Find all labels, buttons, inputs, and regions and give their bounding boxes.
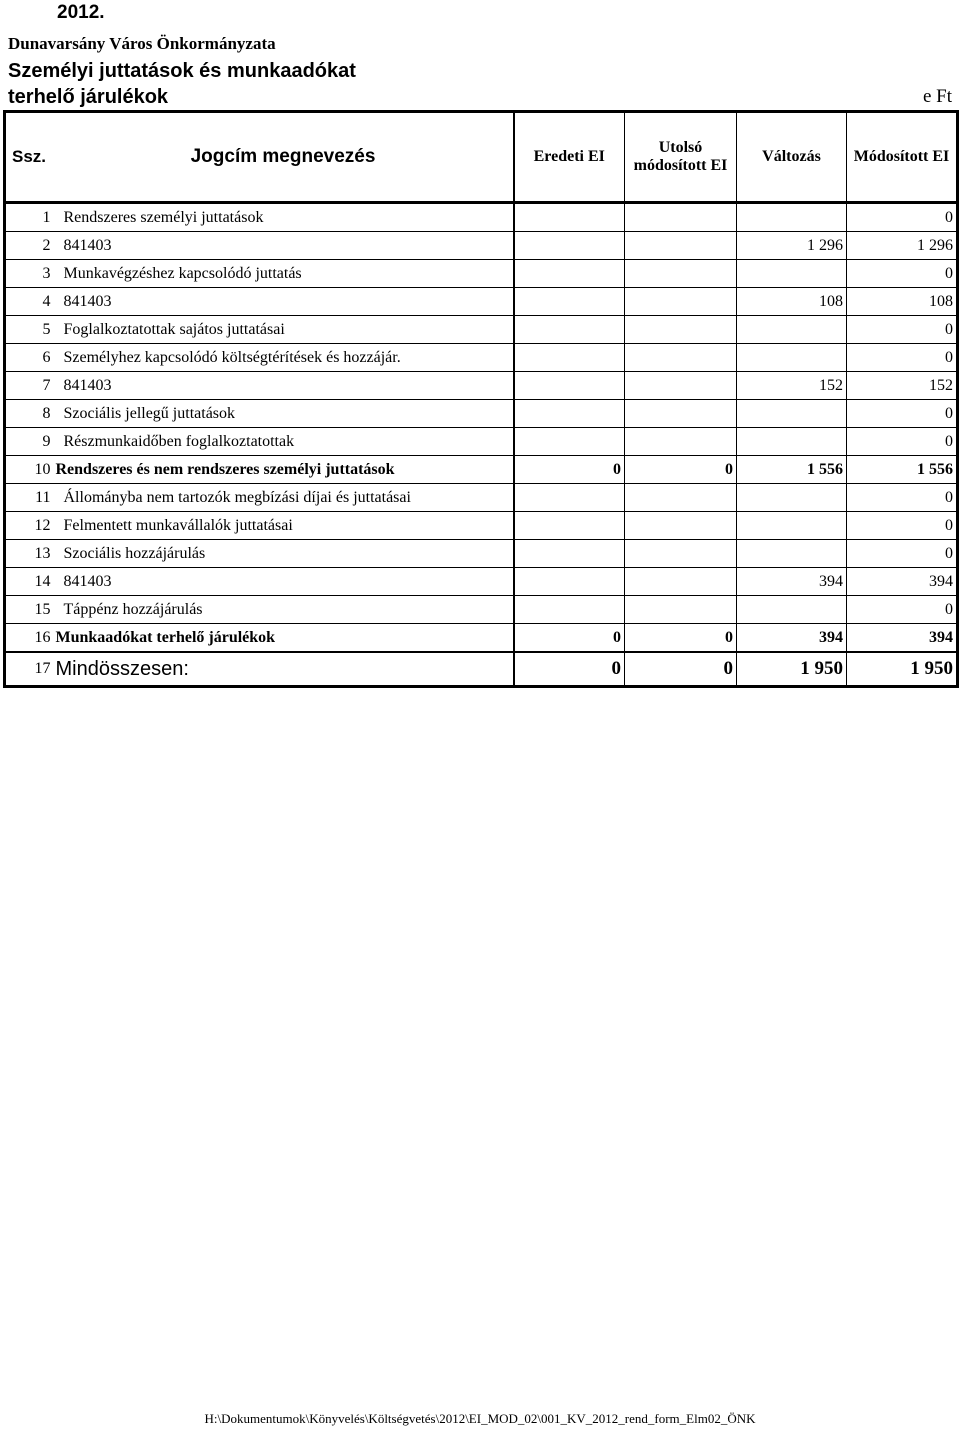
cell-modositott: 1 296: [847, 232, 958, 260]
cell-modositott: 108: [847, 288, 958, 316]
cell-modositott: 0: [847, 344, 958, 372]
row-number: 2: [5, 232, 54, 260]
cell-valtozas: [737, 203, 847, 232]
row-number: 10: [5, 456, 54, 484]
row-number: 1: [5, 203, 54, 232]
cell-eredeti: [514, 484, 625, 512]
row-name: Személyhez kapcsolódó költségtérítések és hozzájár.: [54, 344, 514, 372]
cell-valtozas: [737, 596, 847, 624]
cell-utolso: 0: [625, 456, 737, 484]
cell-valtozas: [737, 484, 847, 512]
cell-valtozas: 152: [737, 372, 847, 400]
cell-valtozas: 1 950: [737, 652, 847, 687]
cell-utolso: [625, 203, 737, 232]
row-number: 13: [5, 540, 54, 568]
table-row: [5, 568, 958, 596]
row-name: 841403: [54, 568, 514, 596]
cell-valtozas: [737, 512, 847, 540]
cell-modositott: 152: [847, 372, 958, 400]
row-number: 3: [5, 260, 54, 288]
table-row: [5, 652, 958, 687]
row-number: 14: [5, 568, 54, 596]
cell-modositott: 394: [847, 624, 958, 653]
cell-utolso: [625, 428, 737, 456]
row-name: Mindösszesen:: [54, 652, 514, 687]
cell-modositott: 394: [847, 568, 958, 596]
cell-modositott: 0: [847, 400, 958, 428]
cell-utolso: 0: [625, 652, 737, 687]
row-name: Szociális jellegű juttatások: [54, 400, 514, 428]
cell-eredeti: [514, 428, 625, 456]
cell-eredeti: 0: [514, 456, 625, 484]
cell-modositott: 0: [847, 512, 958, 540]
cell-eredeti: [514, 344, 625, 372]
table-row: [5, 372, 958, 400]
row-name: Állományba nem tartozók megbízási díjai és juttatásai: [54, 484, 514, 512]
row-number: 9: [5, 428, 54, 456]
cell-valtozas: [737, 316, 847, 344]
row-number: 16: [5, 624, 54, 653]
file-path-footer: H:\Dokumentumok\Könyvelés\Költségvetés\2012\EI_MOD_02\001_KV_2012_rend_form_Elm02_ÖNK: [204, 1411, 756, 1426]
cell-utolso: [625, 568, 737, 596]
cell-eredeti: 0: [514, 652, 625, 687]
table-row: [5, 624, 958, 653]
currency-unit: e Ft: [922, 86, 952, 107]
row-name: Felmentett munkavállalók juttatásai: [54, 512, 514, 540]
cell-valtozas: 1 556: [737, 456, 847, 484]
row-name: Részmunkaidőben foglalkoztatottak: [54, 428, 514, 456]
row-number: 15: [5, 596, 54, 624]
table-header-row: [5, 112, 958, 203]
table-row: [5, 400, 958, 428]
cell-utolso: [625, 484, 737, 512]
row-name: Munkaadókat terhelő járulékok: [54, 624, 514, 653]
column-header-modositott: Módosított EI: [847, 112, 958, 203]
cell-utolso: [625, 232, 737, 260]
table-row: [5, 428, 958, 456]
cell-eredeti: [514, 596, 625, 624]
cell-modositott: 1 950: [847, 652, 958, 687]
cell-modositott: 0: [847, 540, 958, 568]
cell-utolso: [625, 260, 737, 288]
table-row: [5, 456, 958, 484]
cell-valtozas: [737, 260, 847, 288]
cell-utolso: [625, 372, 737, 400]
cell-modositott: 0: [847, 484, 958, 512]
table-row: [5, 232, 958, 260]
cell-modositott: 0: [847, 260, 958, 288]
row-number: 11: [5, 484, 54, 512]
table-row: [5, 288, 958, 316]
budget-table: [3, 110, 959, 688]
cell-eredeti: [514, 372, 625, 400]
cell-utolso: [625, 540, 737, 568]
cell-valtozas: [737, 344, 847, 372]
table-row: [5, 596, 958, 624]
row-name: Munkavégzéshez kapcsolódó juttatás: [54, 260, 514, 288]
cell-eredeti: [514, 540, 625, 568]
cell-valtozas: 394: [737, 624, 847, 653]
column-header-name: Jogcím megnevezés: [54, 112, 514, 203]
table-row: [5, 540, 958, 568]
table-row: [5, 344, 958, 372]
row-name: Táppénz hozzájárulás: [54, 596, 514, 624]
column-header-utolso: Utolsó módosított EI: [625, 112, 737, 203]
row-name: Rendszeres személyi juttatások: [54, 203, 514, 232]
table-row: [5, 203, 958, 232]
row-number: 8: [5, 400, 54, 428]
row-number: 12: [5, 512, 54, 540]
cell-modositott: 1 556: [847, 456, 958, 484]
cell-utolso: [625, 400, 737, 428]
document-year: 2012.: [57, 2, 105, 23]
row-name: Szociális hozzájárulás: [54, 540, 514, 568]
row-name: 841403: [54, 288, 514, 316]
cell-eredeti: [514, 400, 625, 428]
row-number: 7: [5, 372, 54, 400]
cell-valtozas: 394: [737, 568, 847, 596]
row-name: 841403: [54, 232, 514, 260]
row-name: 841403: [54, 372, 514, 400]
row-number: 17: [5, 652, 54, 687]
cell-eredeti: [514, 260, 625, 288]
cell-eredeti: 0: [514, 624, 625, 653]
row-name: Foglalkoztatottak sajátos juttatásai: [54, 316, 514, 344]
cell-valtozas: 108: [737, 288, 847, 316]
cell-utolso: [625, 288, 737, 316]
cell-utolso: 0: [625, 624, 737, 653]
table-row: [5, 260, 958, 288]
cell-valtozas: [737, 400, 847, 428]
cell-utolso: [625, 596, 737, 624]
cell-eredeti: [514, 232, 625, 260]
table-row: [5, 316, 958, 344]
cell-utolso: [625, 512, 737, 540]
cell-modositott: 0: [847, 316, 958, 344]
organization-name: Dunavarsány Város Önkormányzata: [8, 34, 276, 53]
cell-modositott: 0: [847, 428, 958, 456]
cell-eredeti: [514, 288, 625, 316]
cell-valtozas: [737, 428, 847, 456]
cell-modositott: 0: [847, 596, 958, 624]
table-row: [5, 512, 958, 540]
cell-utolso: [625, 344, 737, 372]
row-name: Rendszeres és nem rendszeres személyi juttatások: [54, 456, 514, 484]
row-number: 6: [5, 344, 54, 372]
row-number: 5: [5, 316, 54, 344]
cell-utolso: [625, 316, 737, 344]
column-header-ssz: Ssz.: [5, 112, 54, 203]
column-header-valtozas: Változás: [737, 112, 847, 203]
row-number: 4: [5, 288, 54, 316]
cell-valtozas: 1 296: [737, 232, 847, 260]
cell-eredeti: [514, 316, 625, 344]
document-title: Személyi juttatások és munkaadókat terhelő járulékok: [8, 60, 356, 108]
table-row: [5, 484, 958, 512]
cell-eredeti: [514, 203, 625, 232]
cell-eredeti: [514, 568, 625, 596]
cell-valtozas: [737, 540, 847, 568]
cell-modositott: 0: [847, 203, 958, 232]
column-header-eredeti: Eredeti EI: [514, 112, 625, 203]
cell-eredeti: [514, 512, 625, 540]
